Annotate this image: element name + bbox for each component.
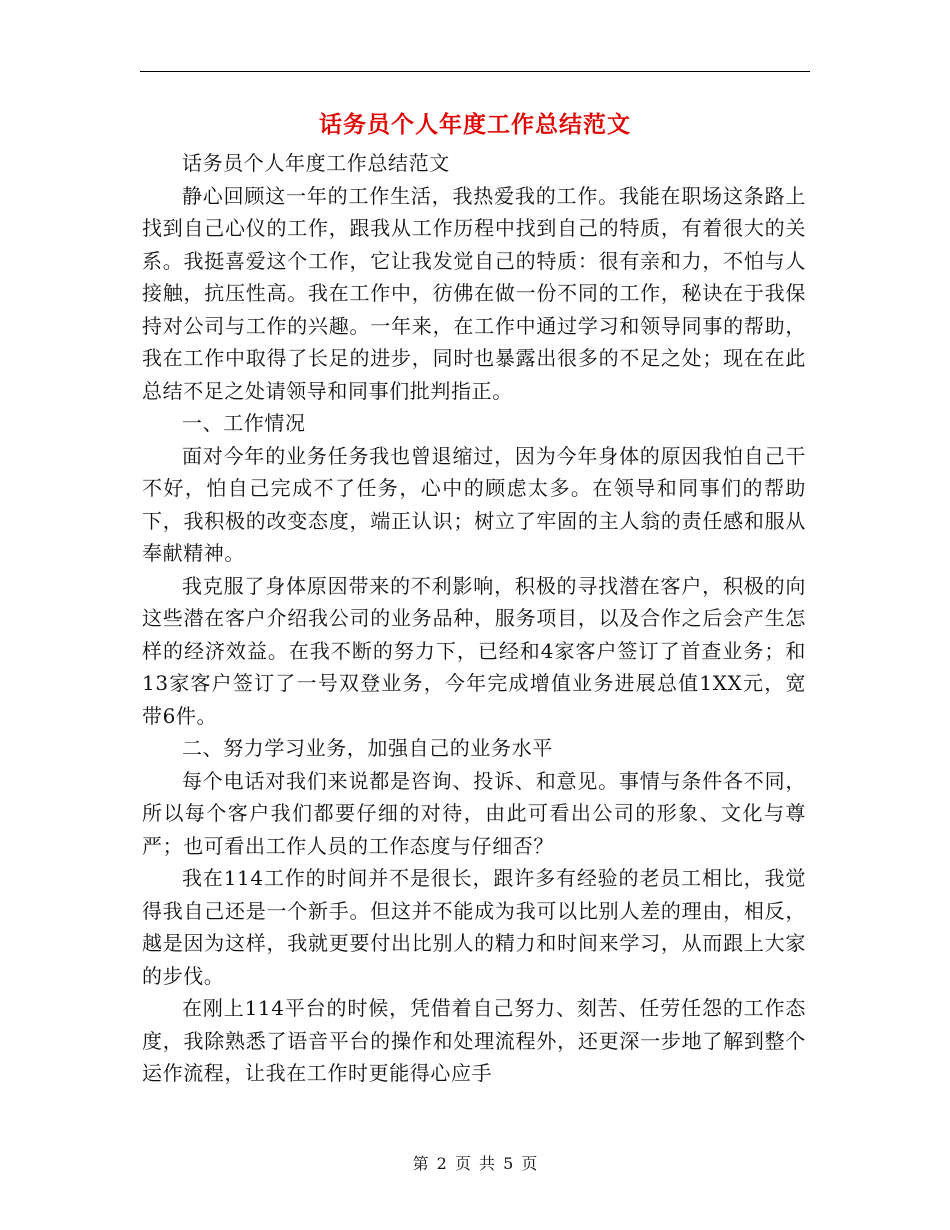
document-title: 话务员个人年度工作总结范文 bbox=[319, 111, 631, 138]
paragraph-study-3: 在刚上114平台的时候，凭借着自己努力、刻苦、任劳任怨的工作态度，我除熟悉了语音平台的操作和处理流程外，还更深一步地了解到整个运作流程，让我在工作时更能得心应手 bbox=[142, 996, 806, 1085]
paragraph-subtitle: 话务员个人年度工作总结范文 bbox=[182, 151, 450, 175]
section-heading-work-status: 一、工作情况 bbox=[182, 411, 306, 435]
paragraph-work-status-2: 我克服了身体原因带来的不利影响，积极的寻找潜在客户，积极的向这些潜在客户介绍我公司的业务品种，服务项目，以及合作之后会产生怎样的经济效益。在我不断的努力下，已经和4家客户签订了首查业务；和13家客户签订了一号双登业务，今年完成增值业务进展总值1XX元，宽带6件。 bbox=[142, 573, 806, 728]
header-rule bbox=[140, 71, 810, 72]
section-heading-study: 二、努力学习业务，加强自己的业务水平 bbox=[182, 736, 553, 760]
paragraph-study-1: 每个电话对我们来说都是咨询、投诉、和意见。事情与条件各不同，所以每个客户我们都要仔细的对待，由此可看出公司的形象、文化与尊严；也可看出工作人员的工作态度与仔细否？ bbox=[142, 768, 806, 858]
paragraph-work-status-1: 面对今年的业务任务我也曾退缩过，因为今年身体的原因我怕自己干不好，怕自己完成不了任务，心中的顾虑太多。在领导和同事们的帮助下，我积极的改变态度，端正认识；树立了牢固的主人翁的责任感和服从奉献精神。 bbox=[142, 443, 806, 565]
paragraph-study-2: 我在114工作的时间并不是很长，跟许多有经验的老员工相比，我觉得我自己还是一个新手。但这并不能成为我可以比别人差的理由，相反，越是因为这样，我就更要付出比别人的精力和时间来学习，从而跟上大家的步伐。 bbox=[142, 866, 806, 988]
document-body bbox=[142, 147, 806, 1090]
page-number: 第 2 页 共 5 页 bbox=[412, 1154, 538, 1173]
paragraph-intro: 静心回顾这一年的工作生活，我热爱我的工作。我能在职场这条路上找到自己心仪的工作，跟我从工作历程中找到自己的特质，有着很大的关系。我挺喜爱这个工作，它让我发觉自己的特质：很有亲和力，不怕与人接触，抗压性高。我在工作中，彷佛在做一份不同的工作，秘诀在于我保持对公司与工作的兴趣。一年来，在工作中通过学习和领导同事的帮助，我在工作中取得了长足的进步，同时也暴露出很多的不足之处；现在在此总结不足之处请领导和同事们批判指正。 bbox=[142, 183, 806, 403]
